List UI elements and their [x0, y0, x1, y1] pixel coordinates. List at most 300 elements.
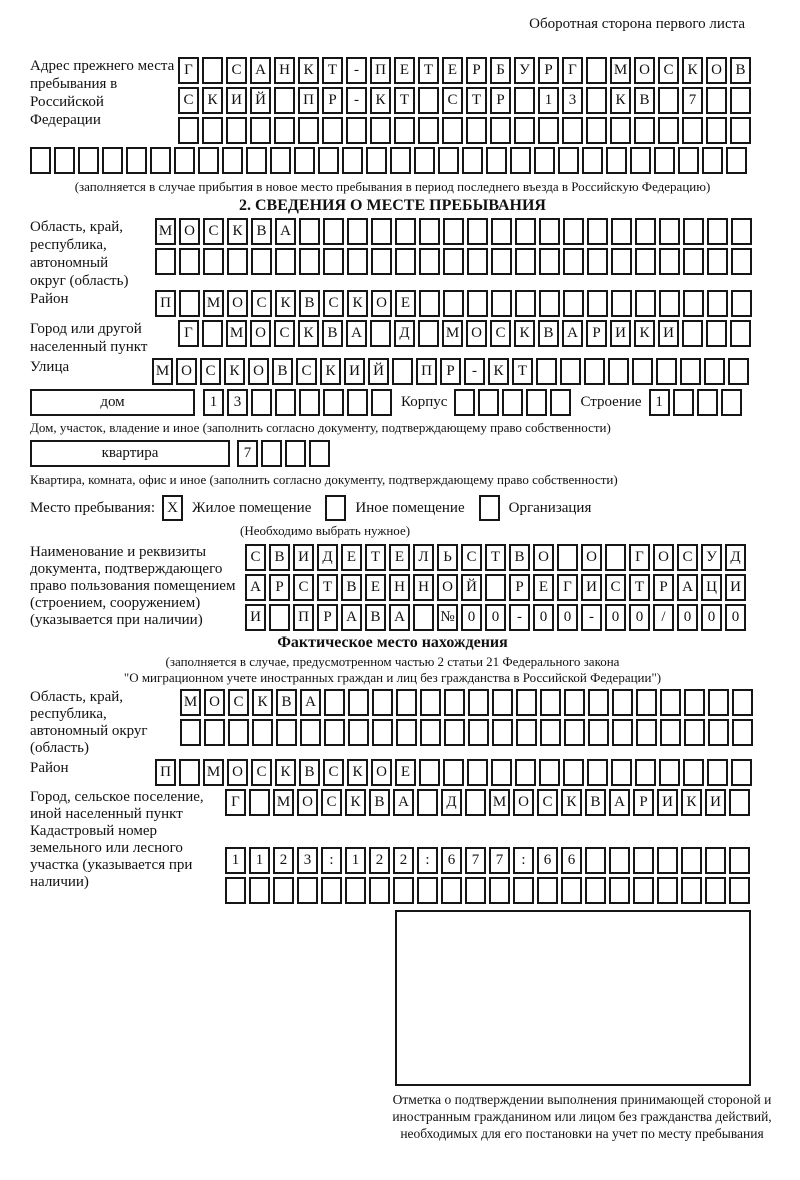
char-box[interactable]: Т — [365, 544, 386, 571]
char-box[interactable] — [730, 87, 751, 114]
char-box[interactable] — [444, 719, 465, 746]
char-box[interactable] — [611, 248, 632, 275]
char-box[interactable] — [612, 719, 633, 746]
char-box[interactable] — [30, 147, 51, 174]
char-box[interactable] — [417, 789, 438, 816]
char-box[interactable]: С — [228, 689, 249, 716]
char-box[interactable] — [369, 877, 390, 904]
char-box[interactable] — [563, 290, 584, 317]
char-box[interactable]: А — [341, 604, 362, 631]
char-box[interactable]: 2 — [273, 847, 294, 874]
char-box[interactable] — [635, 759, 656, 786]
char-box[interactable] — [179, 759, 200, 786]
char-box[interactable] — [706, 320, 727, 347]
char-box[interactable]: В — [299, 759, 320, 786]
char-box[interactable] — [707, 759, 728, 786]
char-box[interactable]: Д — [725, 544, 746, 571]
char-box[interactable]: Е — [442, 57, 463, 84]
char-box[interactable]: В — [585, 789, 606, 816]
char-box[interactable] — [587, 218, 608, 245]
char-box[interactable]: М — [226, 320, 247, 347]
char-box[interactable] — [348, 689, 369, 716]
char-box[interactable]: : — [513, 847, 534, 874]
char-box[interactable]: И — [657, 789, 678, 816]
char-box[interactable]: М — [180, 689, 201, 716]
char-box[interactable] — [515, 759, 536, 786]
char-box[interactable]: Ц — [701, 574, 722, 601]
char-box[interactable] — [102, 147, 123, 174]
char-box[interactable] — [657, 877, 678, 904]
char-box[interactable] — [126, 147, 147, 174]
char-box[interactable]: Й — [461, 574, 482, 601]
char-box[interactable] — [414, 147, 435, 174]
char-box[interactable]: Д — [441, 789, 462, 816]
char-box[interactable] — [486, 147, 507, 174]
char-box[interactable]: А — [389, 604, 410, 631]
char-box[interactable] — [502, 389, 523, 416]
char-box[interactable] — [609, 847, 630, 874]
char-box[interactable] — [563, 248, 584, 275]
char-box[interactable]: Ь — [437, 544, 458, 571]
char-box[interactable]: 1 — [345, 847, 366, 874]
char-box[interactable] — [202, 117, 223, 144]
char-box[interactable] — [395, 248, 416, 275]
char-box[interactable]: И — [293, 544, 314, 571]
char-box[interactable] — [557, 544, 578, 571]
char-box[interactable]: В — [251, 218, 272, 245]
char-box[interactable] — [656, 358, 677, 385]
char-box[interactable]: - — [509, 604, 530, 631]
char-box[interactable] — [536, 358, 557, 385]
char-box[interactable]: Т — [322, 57, 343, 84]
char-box[interactable] — [516, 719, 537, 746]
char-box[interactable] — [683, 290, 704, 317]
char-box[interactable] — [309, 440, 330, 467]
checkbox-organizatsiya[interactable] — [479, 495, 500, 521]
char-box[interactable] — [588, 689, 609, 716]
char-box[interactable] — [294, 147, 315, 174]
char-box[interactable] — [198, 147, 219, 174]
checkbox-zhiloe[interactable]: X — [162, 495, 183, 521]
char-box[interactable] — [492, 689, 513, 716]
char-box[interactable] — [534, 147, 555, 174]
char-box[interactable] — [612, 689, 633, 716]
char-box[interactable]: 1 — [649, 389, 670, 416]
char-box[interactable]: Й — [250, 87, 271, 114]
char-box[interactable]: К — [252, 689, 273, 716]
char-box[interactable] — [635, 290, 656, 317]
char-box[interactable]: Г — [178, 57, 199, 84]
char-box[interactable]: С — [490, 320, 511, 347]
char-box[interactable]: С — [251, 290, 272, 317]
char-box[interactable] — [396, 689, 417, 716]
char-box[interactable] — [478, 389, 499, 416]
char-box[interactable]: Г — [562, 57, 583, 84]
char-box[interactable] — [443, 759, 464, 786]
char-box[interactable] — [492, 719, 513, 746]
char-box[interactable] — [584, 358, 605, 385]
char-box[interactable] — [274, 87, 295, 114]
char-box[interactable] — [273, 877, 294, 904]
char-box[interactable] — [684, 689, 705, 716]
char-box[interactable]: К — [227, 218, 248, 245]
char-box[interactable]: А — [250, 57, 271, 84]
char-box[interactable]: В — [538, 320, 559, 347]
char-box[interactable]: В — [634, 87, 655, 114]
char-box[interactable] — [178, 117, 199, 144]
char-box[interactable]: 1 — [225, 847, 246, 874]
char-box[interactable]: К — [345, 789, 366, 816]
char-box[interactable] — [707, 248, 728, 275]
char-box[interactable]: Е — [395, 759, 416, 786]
char-box[interactable]: М — [610, 57, 631, 84]
char-box[interactable]: : — [417, 847, 438, 874]
char-box[interactable] — [702, 147, 723, 174]
char-box[interactable] — [726, 147, 747, 174]
char-box[interactable] — [539, 248, 560, 275]
char-box[interactable] — [654, 147, 675, 174]
char-box[interactable] — [659, 248, 680, 275]
char-box[interactable] — [605, 544, 626, 571]
char-box[interactable]: Р — [490, 87, 511, 114]
char-box[interactable] — [564, 689, 585, 716]
char-box[interactable]: Г — [178, 320, 199, 347]
char-box[interactable]: К — [634, 320, 655, 347]
char-box[interactable] — [372, 719, 393, 746]
char-box[interactable] — [588, 719, 609, 746]
char-box[interactable] — [611, 218, 632, 245]
char-box[interactable] — [707, 218, 728, 245]
char-box[interactable] — [729, 847, 750, 874]
char-box[interactable]: В — [322, 320, 343, 347]
char-box[interactable]: 0 — [629, 604, 650, 631]
char-box[interactable]: Д — [317, 544, 338, 571]
char-box[interactable] — [300, 719, 321, 746]
char-box[interactable]: Е — [533, 574, 554, 601]
char-box[interactable]: К — [298, 57, 319, 84]
char-box[interactable] — [706, 87, 727, 114]
char-box[interactable]: М — [442, 320, 463, 347]
char-box[interactable]: М — [203, 290, 224, 317]
char-box[interactable]: Е — [394, 57, 415, 84]
char-box[interactable] — [550, 389, 571, 416]
char-box[interactable]: - — [581, 604, 602, 631]
char-box[interactable]: 6 — [537, 847, 558, 874]
char-box[interactable] — [636, 689, 657, 716]
char-box[interactable]: К — [610, 87, 631, 114]
char-box[interactable]: 3 — [562, 87, 583, 114]
char-box[interactable] — [371, 248, 392, 275]
char-box[interactable] — [202, 320, 223, 347]
char-box[interactable]: А — [609, 789, 630, 816]
char-box[interactable] — [299, 218, 320, 245]
char-box[interactable]: 0 — [533, 604, 554, 631]
char-box[interactable] — [249, 789, 270, 816]
char-box[interactable] — [728, 358, 749, 385]
char-box[interactable] — [585, 847, 606, 874]
char-box[interactable]: В — [365, 604, 386, 631]
char-box[interactable]: М — [152, 358, 173, 385]
char-box[interactable] — [610, 117, 631, 144]
char-box[interactable] — [371, 389, 392, 416]
char-box[interactable] — [660, 719, 681, 746]
char-box[interactable] — [633, 877, 654, 904]
char-box[interactable] — [467, 248, 488, 275]
char-box[interactable]: А — [245, 574, 266, 601]
char-box[interactable]: Т — [394, 87, 415, 114]
char-box[interactable] — [609, 877, 630, 904]
char-box[interactable]: И — [725, 574, 746, 601]
char-box[interactable] — [249, 877, 270, 904]
char-box[interactable]: Т — [317, 574, 338, 601]
char-box[interactable] — [468, 689, 489, 716]
char-box[interactable] — [227, 248, 248, 275]
char-box[interactable]: Л — [413, 544, 434, 571]
char-box[interactable] — [78, 147, 99, 174]
char-box[interactable]: С — [178, 87, 199, 114]
char-box[interactable] — [179, 248, 200, 275]
char-box[interactable]: 3 — [227, 389, 248, 416]
char-box[interactable] — [704, 358, 725, 385]
char-box[interactable]: А — [677, 574, 698, 601]
char-box[interactable]: А — [562, 320, 583, 347]
char-box[interactable] — [706, 117, 727, 144]
char-box[interactable] — [420, 719, 441, 746]
char-box[interactable] — [418, 87, 439, 114]
char-box[interactable] — [228, 719, 249, 746]
char-box[interactable] — [396, 719, 417, 746]
char-box[interactable] — [322, 117, 343, 144]
char-box[interactable] — [462, 147, 483, 174]
char-box[interactable] — [261, 440, 282, 467]
char-box[interactable] — [390, 147, 411, 174]
char-box[interactable]: Т — [466, 87, 487, 114]
char-box[interactable]: К — [224, 358, 245, 385]
char-box[interactable] — [707, 290, 728, 317]
char-box[interactable]: № — [437, 604, 458, 631]
char-box[interactable]: - — [464, 358, 485, 385]
char-box[interactable]: О — [533, 544, 554, 571]
char-box[interactable]: М — [155, 218, 176, 245]
char-box[interactable]: В — [276, 689, 297, 716]
char-box[interactable]: С — [323, 759, 344, 786]
char-box[interactable] — [418, 320, 439, 347]
char-box[interactable]: П — [370, 57, 391, 84]
char-box[interactable] — [657, 847, 678, 874]
char-box[interactable]: И — [581, 574, 602, 601]
char-box[interactable] — [683, 248, 704, 275]
char-box[interactable]: О — [371, 290, 392, 317]
char-box[interactable]: Р — [653, 574, 674, 601]
char-box[interactable] — [297, 877, 318, 904]
char-box[interactable] — [658, 87, 679, 114]
char-box[interactable] — [275, 248, 296, 275]
char-box[interactable]: С — [658, 57, 679, 84]
char-box[interactable] — [537, 877, 558, 904]
char-box[interactable] — [510, 147, 531, 174]
char-box[interactable]: П — [155, 759, 176, 786]
char-box[interactable] — [561, 877, 582, 904]
char-box[interactable]: С — [274, 320, 295, 347]
char-box[interactable] — [660, 689, 681, 716]
char-box[interactable] — [54, 147, 75, 174]
char-box[interactable] — [419, 248, 440, 275]
char-box[interactable]: К — [514, 320, 535, 347]
char-box[interactable] — [705, 877, 726, 904]
char-box[interactable]: В — [369, 789, 390, 816]
char-box[interactable] — [491, 290, 512, 317]
char-box[interactable]: И — [705, 789, 726, 816]
char-box[interactable] — [491, 248, 512, 275]
char-box[interactable]: Р — [269, 574, 290, 601]
char-box[interactable] — [395, 218, 416, 245]
char-box[interactable] — [275, 389, 296, 416]
char-box[interactable]: Т — [485, 544, 506, 571]
char-box[interactable] — [203, 248, 224, 275]
char-box[interactable]: И — [344, 358, 365, 385]
char-box[interactable]: Е — [341, 544, 362, 571]
char-box[interactable] — [274, 117, 295, 144]
char-box[interactable]: О — [227, 290, 248, 317]
char-box[interactable]: П — [155, 290, 176, 317]
char-box[interactable] — [438, 147, 459, 174]
char-box[interactable] — [634, 117, 655, 144]
char-box[interactable] — [562, 117, 583, 144]
char-box[interactable] — [682, 117, 703, 144]
char-box[interactable]: О — [706, 57, 727, 84]
char-box[interactable]: Г — [557, 574, 578, 601]
char-box[interactable] — [673, 389, 694, 416]
char-box[interactable] — [467, 759, 488, 786]
char-box[interactable] — [444, 689, 465, 716]
char-box[interactable] — [586, 87, 607, 114]
char-box[interactable] — [586, 117, 607, 144]
char-box[interactable]: Р — [509, 574, 530, 601]
char-box[interactable] — [731, 290, 752, 317]
char-box[interactable] — [697, 389, 718, 416]
char-box[interactable]: И — [226, 87, 247, 114]
char-box[interactable] — [587, 248, 608, 275]
char-box[interactable] — [150, 147, 171, 174]
char-box[interactable]: С — [293, 574, 314, 601]
char-box[interactable] — [490, 117, 511, 144]
char-box[interactable] — [413, 604, 434, 631]
char-box[interactable]: К — [298, 320, 319, 347]
char-box[interactable] — [418, 117, 439, 144]
char-box[interactable] — [366, 147, 387, 174]
char-box[interactable] — [708, 689, 729, 716]
char-box[interactable]: Е — [389, 544, 410, 571]
char-box[interactable]: С — [251, 759, 272, 786]
char-box[interactable] — [514, 117, 535, 144]
char-box[interactable] — [442, 117, 463, 144]
char-box[interactable] — [323, 389, 344, 416]
char-box[interactable]: - — [346, 57, 367, 84]
char-box[interactable]: 0 — [701, 604, 722, 631]
char-box[interactable]: С — [296, 358, 317, 385]
char-box[interactable] — [441, 877, 462, 904]
char-box[interactable]: Р — [440, 358, 461, 385]
char-box[interactable]: Г — [629, 544, 650, 571]
char-box[interactable]: О — [653, 544, 674, 571]
char-box[interactable]: 1 — [203, 389, 224, 416]
char-box[interactable]: С — [226, 57, 247, 84]
char-box[interactable]: К — [681, 789, 702, 816]
char-box[interactable] — [678, 147, 699, 174]
char-box[interactable] — [204, 719, 225, 746]
char-box[interactable]: М — [273, 789, 294, 816]
char-box[interactable] — [417, 877, 438, 904]
char-box[interactable] — [226, 117, 247, 144]
char-box[interactable]: К — [320, 358, 341, 385]
char-box[interactable]: Й — [368, 358, 389, 385]
char-box[interactable] — [299, 389, 320, 416]
char-box[interactable]: О — [176, 358, 197, 385]
char-box[interactable]: С — [537, 789, 558, 816]
char-box[interactable] — [729, 877, 750, 904]
char-box[interactable] — [299, 248, 320, 275]
char-box[interactable] — [515, 218, 536, 245]
char-box[interactable] — [269, 604, 290, 631]
char-box[interactable] — [202, 57, 223, 84]
char-box[interactable] — [563, 218, 584, 245]
char-box[interactable] — [732, 719, 753, 746]
char-box[interactable]: П — [298, 87, 319, 114]
char-box[interactable]: Р — [317, 604, 338, 631]
char-box[interactable] — [222, 147, 243, 174]
char-box[interactable] — [587, 759, 608, 786]
char-box[interactable] — [513, 877, 534, 904]
char-box[interactable] — [345, 877, 366, 904]
char-box[interactable]: 0 — [605, 604, 626, 631]
char-box[interactable] — [587, 290, 608, 317]
char-box[interactable]: В — [272, 358, 293, 385]
char-box[interactable] — [684, 719, 705, 746]
char-box[interactable]: О — [227, 759, 248, 786]
char-box[interactable]: Г — [225, 789, 246, 816]
char-box[interactable]: Н — [413, 574, 434, 601]
char-box[interactable]: С — [461, 544, 482, 571]
char-box[interactable] — [347, 389, 368, 416]
char-box[interactable]: К — [347, 759, 368, 786]
char-box[interactable] — [324, 689, 345, 716]
char-box[interactable] — [251, 248, 272, 275]
char-box[interactable] — [683, 218, 704, 245]
char-box[interactable]: 7 — [465, 847, 486, 874]
char-box[interactable]: С — [323, 290, 344, 317]
char-box[interactable]: В — [341, 574, 362, 601]
char-box[interactable]: И — [658, 320, 679, 347]
char-box[interactable] — [370, 117, 391, 144]
char-box[interactable]: У — [701, 544, 722, 571]
char-box[interactable] — [515, 248, 536, 275]
char-box[interactable] — [633, 847, 654, 874]
char-box[interactable] — [298, 117, 319, 144]
char-box[interactable]: О — [437, 574, 458, 601]
char-box[interactable] — [491, 218, 512, 245]
char-box[interactable]: В — [269, 544, 290, 571]
char-box[interactable] — [558, 147, 579, 174]
char-box[interactable] — [659, 759, 680, 786]
char-box[interactable] — [515, 290, 536, 317]
char-box[interactable]: Т — [418, 57, 439, 84]
char-box[interactable]: О — [204, 689, 225, 716]
char-box[interactable] — [270, 147, 291, 174]
char-box[interactable]: В — [730, 57, 751, 84]
char-box[interactable] — [585, 877, 606, 904]
char-box[interactable]: 3 — [297, 847, 318, 874]
char-box[interactable] — [539, 218, 560, 245]
